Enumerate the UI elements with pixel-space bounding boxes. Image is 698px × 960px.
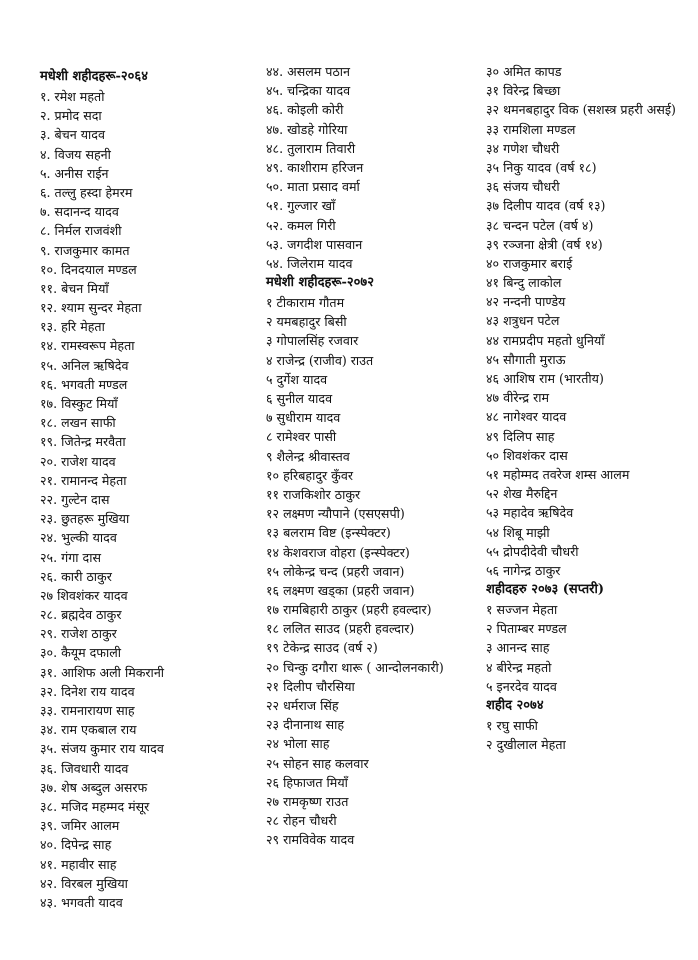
list-item: २३. छुतहरू मुखिया <box>40 511 130 527</box>
list-item: १९. जितेन्द्र मरवैता <box>40 434 126 450</box>
list-item: ३२. दिनेश राय यादव <box>40 683 135 699</box>
list-item: १६ लक्ष्मण खड्का (प्रहरी जवान) <box>266 582 415 598</box>
list-item: ७ सुधीराम यादव <box>266 410 341 426</box>
list-item: १६. भगवती मण्डल <box>40 376 128 392</box>
list-item: २४. भुल्की यादव <box>40 530 117 546</box>
column-1 <box>40 0 255 912</box>
list-item: ३६ संजय चौधरी <box>486 179 560 195</box>
list-item: ४८ नागेश्वर यादव <box>486 409 567 425</box>
list-item: ४८. तुलाराम तिवारी <box>266 140 356 156</box>
list-item: १. रमेश महतो <box>40 89 105 104</box>
list-item: ११. बेचन मियाँ <box>40 280 109 296</box>
list-item: ३१ विरेन्द्र बिच्छा <box>486 83 561 99</box>
list-item: ३४. राम एकबाल राय <box>40 722 137 738</box>
list-item: २ पिताम्बर मण्डल <box>486 621 567 637</box>
list-item: ५०. माता प्रसाद वर्मा <box>266 179 360 195</box>
list-item: १२ लक्ष्मण न्यौपाने (एसएसपी) <box>266 506 405 522</box>
list-item: ४४. असलम पठान <box>266 64 351 79</box>
list-item: ८ रामेश्वर पासी <box>266 429 337 445</box>
list-item: २३ दीनानाथ साह <box>266 717 345 733</box>
column-2 <box>266 0 482 850</box>
list-item: ४६. कोइली कोरी <box>266 102 344 118</box>
list-item: २७ शिवशंकर यादव <box>40 587 128 603</box>
list-item: २५. गंगा दास <box>40 549 102 565</box>
list-item: ३९. जमिर आलम <box>40 818 120 834</box>
list-item: १ रघु साफी <box>486 718 538 734</box>
list-item: २१ दिलीप चौरसिया <box>266 678 355 694</box>
list-item: ५२. कमल गिरी <box>266 217 336 233</box>
list-item: ४७. खोडहे गोरिया <box>266 121 348 137</box>
list-item: ३०. कैयूम दफाली <box>40 645 122 661</box>
list-item: ११ राजकिशोर ठाकुर <box>266 486 361 502</box>
list-item: ५३ महादेव ऋषिदेव <box>486 505 574 521</box>
list-item: ५४. जिलेराम यादव <box>266 255 353 271</box>
list-item: ६. तल्लु हस्दा हेमरम <box>40 184 133 200</box>
list-item: २६. कारी ठाकुर <box>40 568 112 584</box>
list-item: २८. ब्रह्मदेव ठाकुर <box>40 607 122 623</box>
list-item: ९ शैलेन्द्र श्रीवास्तव <box>266 448 350 464</box>
list-item: ८. निर्मल राजवंशी <box>40 223 122 239</box>
list-item: ५१. गुल्जार खाँ <box>266 198 336 214</box>
list-item: २०. राजेश यादव <box>40 453 116 469</box>
list-item: ३ आनन्द साह <box>486 640 550 656</box>
list-item: ४९ दिलिप साह <box>486 428 555 444</box>
list-item: १९ टेकेन्द्र साउद (वर्ष २) <box>266 640 378 656</box>
list-item: ५ दुर्गेश यादव <box>266 371 328 387</box>
list-item: ४४ रामप्रदीप महतो धुनियाँ <box>486 332 605 348</box>
list-item: ४१ बिन्दु लाकोल <box>486 275 562 291</box>
list-item: २६ हिफाजत मियाँ <box>266 774 348 790</box>
list-item: २० चिन्कु दगौरा थारू ( आन्दोलनकारी) <box>266 659 444 675</box>
list-item: ५२ शेख मैरुद्दिन <box>486 486 558 502</box>
list-item: २९ रामविवेक यादव <box>266 832 355 848</box>
list-item: ५६ नागेन्द्र ठाकुर <box>486 562 561 578</box>
list-item: ४५ सौगाती मुराऊ <box>486 351 566 367</box>
list-item: २४ भोला साह <box>266 736 330 752</box>
list-item: ३५ निकु यादव (वर्ष १८) <box>486 159 597 175</box>
list-item: १३. हरि मेहता <box>40 319 105 335</box>
list-item: ४३ शत्रुधन पटेल <box>486 313 560 329</box>
section-heading: शहीदहरु २०७३ (सप्तरी) <box>486 582 604 598</box>
list-item: १४. रामस्वरूप मेहता <box>40 338 135 354</box>
list-item: ९. राजकुमार कामत <box>40 242 130 258</box>
list-item: ४. विजय सहनी <box>40 146 111 162</box>
list-item: ५४ शिबू माझी <box>486 524 550 540</box>
list-item: ४ बीरेन्द्र महतो <box>486 659 552 675</box>
list-item: १३ बलराम विष्ट (इन्स्पेक्टर) <box>266 525 391 541</box>
list-item: ४२. विरबल मुखिया <box>40 875 128 891</box>
list-item: १ सज्जन मेहता <box>486 602 558 618</box>
list-item: २९. राजेश ठाकुर <box>40 626 117 642</box>
list-item: १०. दिनदयाल मण्डल <box>40 261 137 277</box>
list-item: १७ रामबिहारी ठाकुर (प्रहरी हवल्दार) <box>266 602 432 618</box>
list-item: ३. बेचन यादव <box>40 127 105 143</box>
list-item: ६ सुनील यादव <box>266 391 333 406</box>
list-item: १५ लोकेन्द्र चन्द (प्रहरी जवान) <box>266 563 405 579</box>
list-item: २८ रोहन चौधरी <box>266 813 337 829</box>
list-item: १२. श्याम सुन्दर मेहता <box>40 300 142 316</box>
list-item: १५. अनिल ऋषिदेव <box>40 357 129 373</box>
list-item: ४१. महावीर साह <box>40 856 117 872</box>
section-heading: मधेशी शहीदहरू-२०७२ <box>266 275 374 291</box>
list-item: २५ सोहन साह कलवार <box>266 755 369 771</box>
list-item: २ यमबहादुर बिसी <box>266 314 347 330</box>
list-item: ४७ वीरेन्द्र राम <box>486 390 550 406</box>
list-item: ३० अमित कापड <box>486 64 562 79</box>
list-item: ७. सदानन्द यादव <box>40 204 119 220</box>
list-item: ३५. संजय कुमार राय यादव <box>40 741 164 757</box>
list-item: ४ राजेन्द्र (राजीव) राउत <box>266 352 374 368</box>
list-item: ५३. जगदीश पासवान <box>266 236 363 252</box>
list-item: ३३ रामशिला मण्डल <box>486 121 576 137</box>
list-item: ४० राजकुमार बराई <box>486 255 573 271</box>
list-item: २. प्रमोद सदा <box>40 108 102 124</box>
list-item: ३८. मजिद महम्मद मंसूर <box>40 798 150 814</box>
list-item: ५१ महोम्मद तवरेज शम्स आलम <box>486 466 630 482</box>
list-item: १ टीकाराम गौतम <box>266 295 345 311</box>
list-item: ४२ नन्दनी पाण्डेय <box>486 294 566 310</box>
list-item: १८. लखन साफी <box>40 415 116 431</box>
list-item: ३१. आशिफ अली मिकरानी <box>40 664 165 680</box>
section-heading: मधेशी शहीदहरू-२०६४ <box>40 69 148 84</box>
list-item: ३३. रामनारायण साह <box>40 703 135 718</box>
list-item: २१. रामानन्द मेहता <box>40 472 127 488</box>
list-item: ३७. शेष अब्दुल असरफ <box>40 779 148 795</box>
list-item: १७. विस्कुट मियाँ <box>40 396 118 411</box>
list-item: ३४ गणेश चौधरी <box>486 140 560 156</box>
list-item: १४ केशवराज वोहरा (इन्स्पेक्टर) <box>266 544 410 560</box>
list-item: ४३. भगवती यादव <box>40 894 123 910</box>
list-item: ५५ द्रोपदीदेवी चौधरी <box>486 543 579 559</box>
list-item: ५० शिवशंकर दास <box>486 447 568 463</box>
list-item: २२. गुल्टेन दास <box>40 491 110 507</box>
list-item: ३६. जिवधारी यादव <box>40 760 129 776</box>
column-3 <box>486 0 691 754</box>
list-item: ४०. दिपेन्द्र साह <box>40 837 112 853</box>
list-item: २२ धर्मराज सिंह <box>266 698 339 714</box>
section-heading: शहीद २०७४ <box>486 698 544 714</box>
list-item: १० हरिबहादुर कुँवर <box>266 467 354 483</box>
list-item: ३८ चन्दन पटेल (वर्ष ४) <box>486 217 594 233</box>
list-item: २७ रामकृष्ण राउत <box>266 793 349 809</box>
list-item: ५. अनीस राईन <box>40 165 109 181</box>
list-item: ४५. चन्द्रिका यादव <box>266 83 351 99</box>
list-item: ३२ थमनबहादुर विक (सशस्त्र प्रहरी असई) <box>486 102 676 118</box>
list-item: ५ इनरदेव यादव <box>486 678 557 694</box>
list-item: ३७ दिलीप यादव (वर्ष १३) <box>486 198 606 214</box>
list-item: ४९. काशीराम हरिजन <box>266 159 364 175</box>
list-item: २ दुखीलाल मेहता <box>486 737 566 753</box>
list-item: १८ ललित साउद (प्रहरी हवल्दार) <box>266 621 415 637</box>
list-item: ३९ रञ्जना क्षेत्री (वर्ष १४) <box>486 236 603 252</box>
list-item: ४६ आशिष राम (भारतीय) <box>486 371 604 387</box>
list-item: ३ गोपालसिंह रजवार <box>266 333 359 349</box>
